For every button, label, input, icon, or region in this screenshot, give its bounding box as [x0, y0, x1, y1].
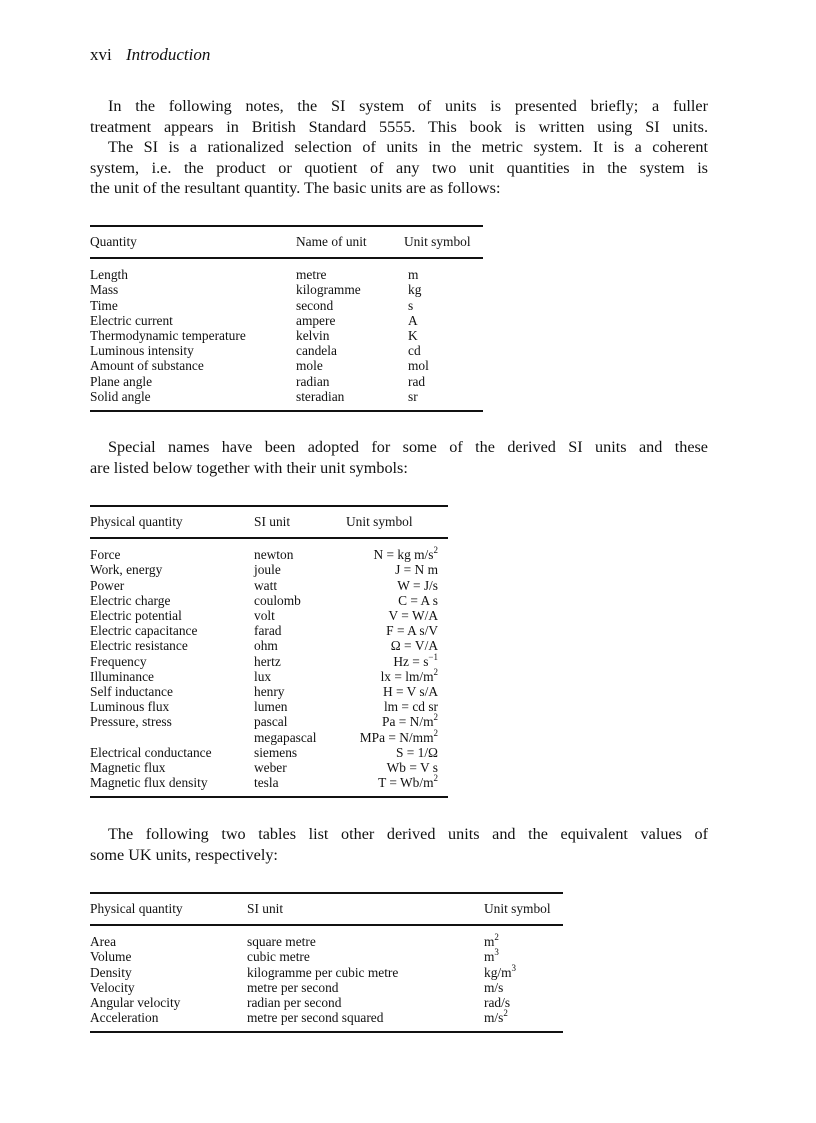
- table-cell: Illuminance: [90, 668, 154, 684]
- table-cell: candela: [296, 343, 337, 359]
- table-cell: N = kg $m/s^2$: [373, 545, 438, 563]
- table-row: [90, 980, 563, 995]
- exponent: 2: [433, 545, 438, 556]
- table-row: [90, 760, 448, 775]
- table-cell: Magnetic flux density: [90, 775, 208, 791]
- table-cell: W = J/s: [397, 577, 438, 593]
- table-cell: ohm: [254, 638, 278, 654]
- table-cell: radian: [296, 373, 330, 389]
- table-cell: kg: [408, 282, 422, 298]
- table-row: [90, 538, 448, 562]
- table-cell: tesla: [254, 775, 279, 791]
- table-cell: kilogramme: [296, 282, 361, 298]
- table-row: [90, 374, 483, 389]
- table-cell: cubic metre: [247, 949, 310, 965]
- table-cell: rad: [408, 373, 426, 389]
- table-cell: metre: [296, 267, 327, 283]
- table-cell: Density: [90, 964, 132, 980]
- table-cell: Luminous flux: [90, 699, 170, 715]
- derived-units-table: [90, 505, 448, 798]
- table-cell: K: [408, 328, 418, 344]
- table-cell: Electric charge: [90, 592, 171, 608]
- table-cell: sr: [408, 388, 418, 404]
- table-cell: Wb = V s: [386, 760, 438, 776]
- table-row: [90, 669, 448, 684]
- table-cell: m: [408, 267, 419, 283]
- table-cell: A: [408, 312, 418, 328]
- table-cell: metre per second squared: [247, 1010, 384, 1026]
- table-cell: farad: [254, 623, 282, 639]
- column-header: SI unit: [247, 901, 284, 916]
- table-row: [90, 949, 563, 964]
- table-cell: Length: [90, 267, 128, 283]
- table-row: [90, 282, 483, 297]
- table-cell: Self inductance: [90, 684, 173, 700]
- exponent: 2: [433, 773, 438, 784]
- text-line: Special names have been adopted for some of the derived SI units and these: [108, 438, 708, 456]
- table-row: [90, 745, 448, 760]
- table-row: [90, 343, 483, 358]
- exponent: 2: [433, 727, 438, 738]
- table-cell: Electric resistance: [90, 638, 188, 654]
- exponent: 2: [433, 666, 438, 677]
- table-row: [90, 995, 563, 1010]
- exponent: 2: [433, 712, 438, 723]
- table-cell: Velocity: [90, 979, 135, 995]
- table-row: [90, 775, 448, 797]
- table-row: [90, 258, 483, 282]
- table-cell: pascal: [254, 714, 288, 730]
- table-row: [90, 684, 448, 699]
- table-row: [90, 562, 448, 577]
- table-row: [90, 654, 448, 669]
- table-cell: $m^2$: [484, 932, 499, 950]
- table-row: [90, 298, 483, 313]
- table-row: [90, 578, 448, 593]
- table-cell: C = A s: [398, 592, 438, 608]
- table-cell: MPa = $N/mm^2$: [359, 727, 438, 745]
- text-line: the unit of the resultant quantity. The basic units are as follows:: [90, 179, 501, 197]
- text-line: treatment appears in British Standard 5555. This book is written using SI units.: [90, 117, 708, 136]
- table-cell: lx = $lm/m^2$: [380, 666, 438, 684]
- table-cell: F = A s/V: [386, 623, 438, 639]
- table-cell: Time: [90, 297, 118, 313]
- table-cell: Electric current: [90, 312, 173, 328]
- table-row: [90, 699, 448, 714]
- paragraph-intro: [90, 96, 708, 137]
- table-cell: lm = cd sr: [383, 699, 438, 715]
- table-cell: Acceleration: [90, 1010, 159, 1026]
- table-cell: coulomb: [254, 592, 301, 608]
- table-cell: square metre: [247, 934, 316, 950]
- text-line: system, i.e. the product or quotient of any two unit quantities in the system is: [90, 158, 708, 177]
- table-row: [90, 389, 483, 411]
- column-header: SI unit: [254, 514, 291, 529]
- table-cell: J = N m: [395, 562, 438, 578]
- table-cell: mol: [408, 358, 429, 374]
- table-header-row: [90, 506, 448, 538]
- table-cell: joule: [254, 562, 281, 578]
- running-title: Introduction: [125, 45, 211, 64]
- page-number: xvi: [90, 45, 112, 64]
- table-cell: Area: [90, 934, 117, 950]
- table-row: [90, 1010, 563, 1032]
- table-cell: S = 1/Ω: [395, 744, 438, 760]
- table-cell: $m/s^2$: [484, 1008, 508, 1026]
- text-line: some UK units, respectively:: [90, 845, 278, 864]
- table-cell: steradian: [296, 388, 345, 404]
- other-derived-units-table: [90, 892, 563, 1033]
- table-cell: rad/s: [484, 995, 511, 1011]
- table-cell: siemens: [254, 744, 298, 760]
- table-cell: megapascal: [254, 729, 317, 745]
- exponent: 3: [494, 947, 499, 958]
- table-row: [90, 925, 563, 949]
- table-cell: lumen: [254, 699, 288, 715]
- table-cell: m/s: [484, 979, 504, 995]
- table-cell: lux: [254, 668, 272, 684]
- table-cell: weber: [254, 760, 287, 776]
- table-cell: Power: [90, 577, 125, 593]
- table-cell: $m^3$: [484, 947, 499, 965]
- table-cell: metre per second: [247, 979, 339, 995]
- table-row: [90, 328, 483, 343]
- basic-units-table: [90, 225, 483, 412]
- table-cell: Volume: [90, 949, 132, 965]
- table-cell: Electrical conductance: [90, 744, 212, 760]
- text-line: In the following notes, the SI system of units is presented briefly; a fuller: [108, 97, 708, 115]
- table-cell: Solid angle: [90, 388, 151, 404]
- table-cell: V = W/A: [388, 608, 438, 624]
- table-cell: second: [296, 297, 334, 313]
- table-header-row: [90, 893, 563, 925]
- table-cell: Ω = V/A: [390, 638, 438, 654]
- table-row: [90, 313, 483, 328]
- paragraph-si-definition: [90, 137, 708, 199]
- table-cell: Luminous intensity: [90, 343, 194, 359]
- table-cell: Amount of substance: [90, 358, 204, 374]
- column-header: Physical quantity: [90, 514, 183, 529]
- table-row: [90, 593, 448, 608]
- table-cell: Mass: [90, 282, 119, 298]
- table-row: [90, 965, 563, 980]
- table-cell: mole: [296, 358, 323, 374]
- table-cell: Pressure, stress: [90, 714, 172, 730]
- table-row: [90, 730, 448, 745]
- table-cell: [90, 730, 254, 745]
- table-cell: hertz: [254, 653, 281, 669]
- paragraph-other-derived: [90, 824, 708, 865]
- table-cell: $Hz = s^{-1}$: [393, 651, 438, 669]
- column-header: Physical quantity: [90, 901, 183, 916]
- table-cell: Electric capacitance: [90, 623, 198, 639]
- table-cell: watt: [254, 577, 278, 593]
- table-cell: Thermodynamic temperature: [90, 328, 246, 344]
- column-header: Unit symbol: [484, 901, 551, 916]
- column-header: Quantity: [90, 234, 137, 249]
- table-cell: Plane angle: [90, 373, 153, 389]
- table-cell: Electric potential: [90, 608, 182, 624]
- table-row: [90, 638, 448, 653]
- table-cell: henry: [254, 684, 285, 700]
- exponent: 2: [494, 932, 499, 943]
- paragraph-special-names: [90, 437, 708, 478]
- table-cell: Force: [90, 547, 121, 563]
- page-header: [90, 45, 210, 65]
- table-cell: cd: [408, 343, 421, 359]
- table-cell: $T = Wb/m^2$: [378, 773, 438, 791]
- exponent: 3: [511, 962, 517, 973]
- table-cell: radian per second: [247, 995, 342, 1011]
- table-cell: kelvin: [296, 328, 330, 344]
- table-cell: newton: [254, 547, 294, 563]
- table-cell: H = V s/A: [382, 684, 438, 700]
- exponent: −1: [428, 651, 438, 662]
- table-cell: kilogramme per cubic metre: [247, 964, 399, 980]
- table-cell: $kg/m^3$: [484, 962, 517, 980]
- column-header: Name of unit: [296, 234, 367, 249]
- table-row: [90, 714, 448, 729]
- text-line: The following two tables list other derived units and the equivalent values of: [108, 825, 708, 843]
- table-cell: s: [408, 297, 414, 313]
- text-line: are listed below together with their unit symbols:: [90, 458, 408, 477]
- column-header: Unit symbol: [346, 514, 413, 529]
- table-cell: $Pa = N/m^2$: [382, 712, 438, 730]
- text-line: The SI is a rationalized selection of units in the metric system. It is a coherent: [108, 138, 708, 156]
- table-cell: volt: [254, 608, 275, 624]
- column-header: Unit symbol: [404, 234, 471, 249]
- table-row: [90, 608, 448, 623]
- table-cell: ampere: [296, 312, 336, 328]
- table-header-row: [90, 226, 483, 258]
- table-cell: Work, energy: [90, 562, 163, 578]
- table-cell: Angular velocity: [90, 995, 181, 1011]
- exponent: 2: [503, 1008, 508, 1019]
- table-row: [90, 623, 448, 638]
- table-row: [90, 358, 483, 373]
- table-cell: Magnetic flux: [90, 760, 166, 776]
- table-cell: Frequency: [90, 653, 147, 669]
